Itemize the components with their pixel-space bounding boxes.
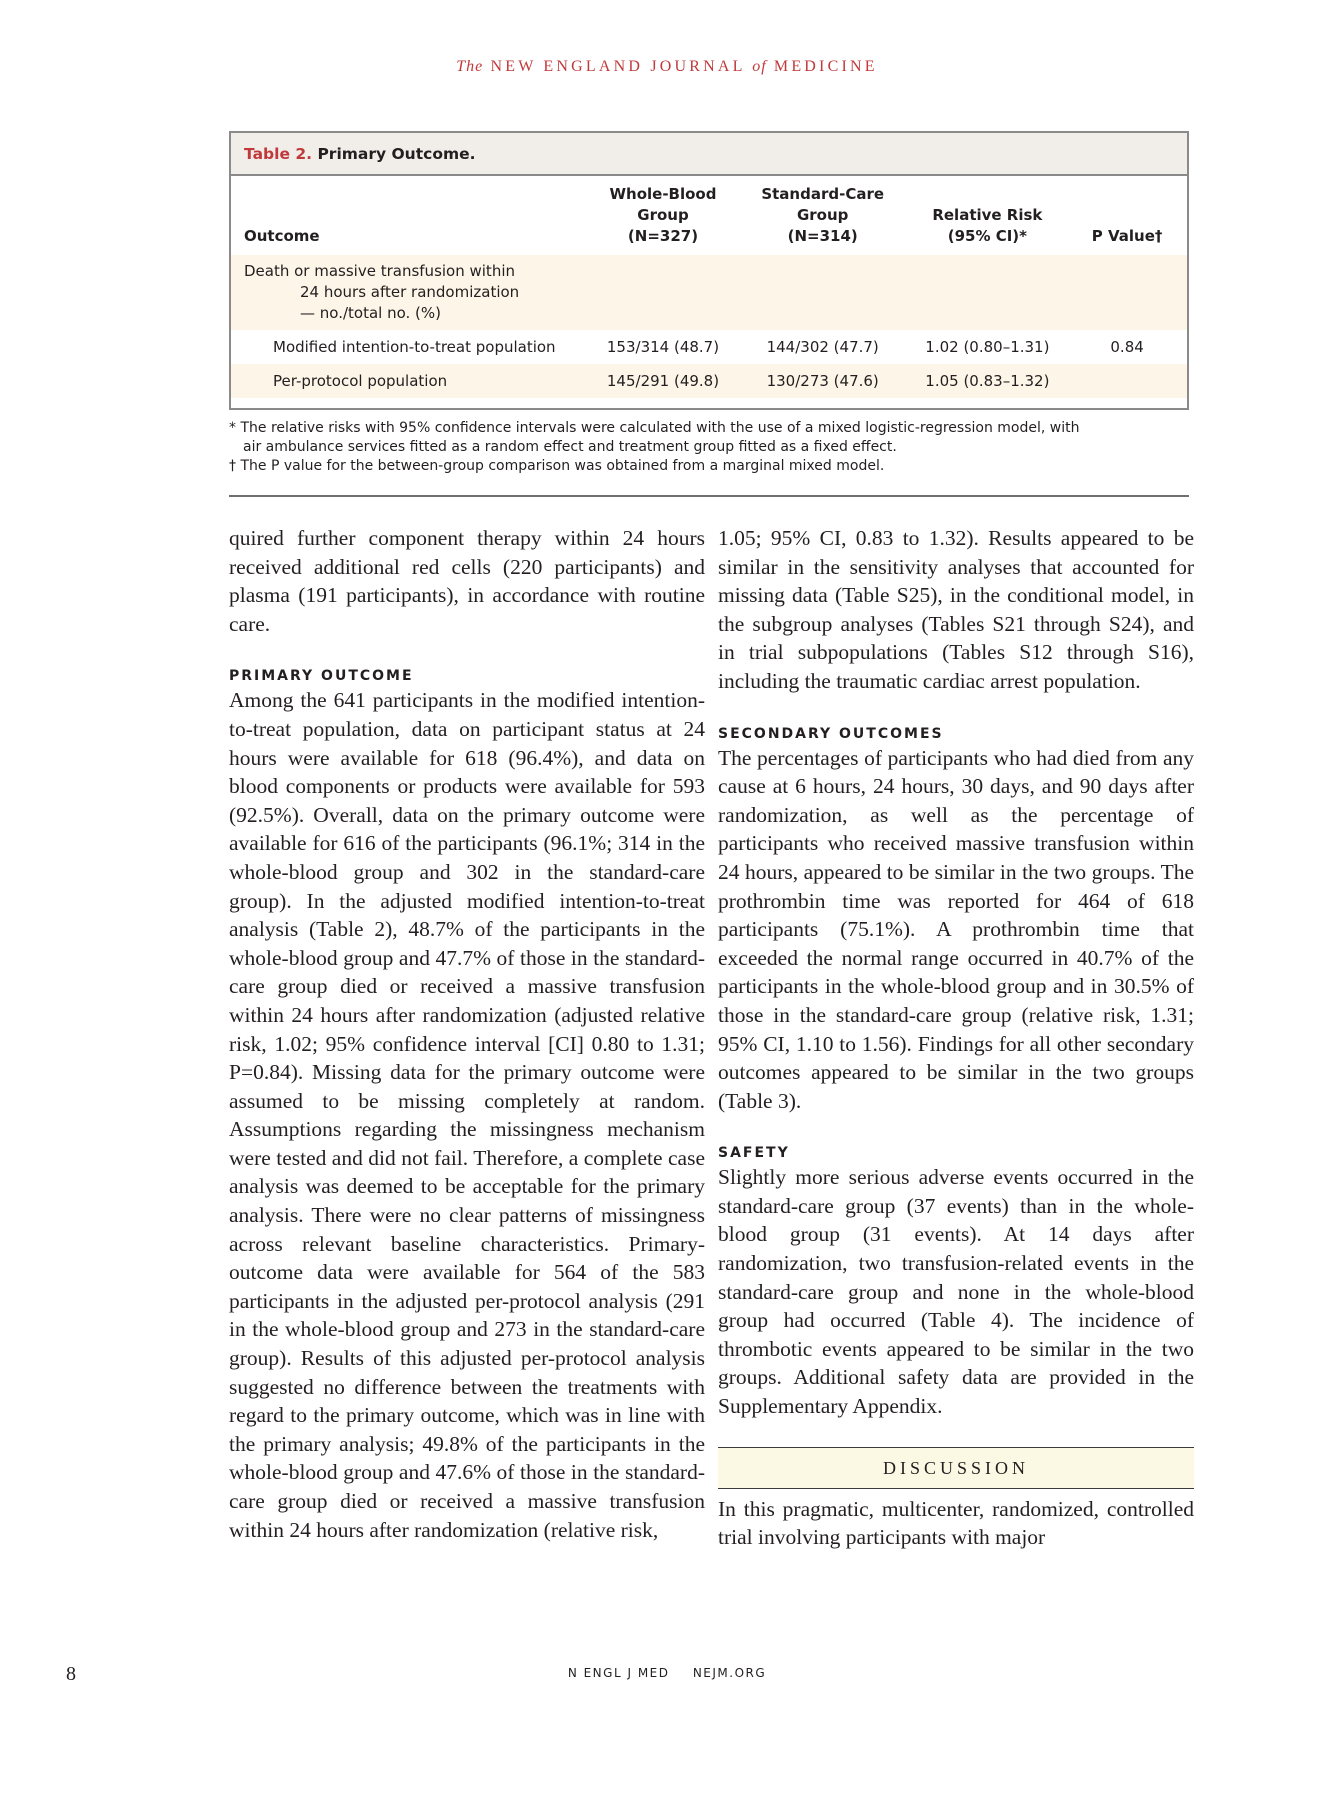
page-number: 8 [66, 1663, 76, 1685]
table-row [231, 330, 1187, 364]
cell-p-value: 0.84 [1110, 337, 1144, 356]
cell-relative-risk: 1.02 (0.80–1.31) [925, 337, 1050, 356]
header-relative-risk: Relative Risk (95% CI)* [932, 206, 1043, 245]
footnote-star-cont: air ambulance services fitted as a random effect and treatment group fitted as a fixed effect. [243, 439, 897, 455]
footer-citation [0, 1666, 1334, 1680]
cell-whole-blood: 145/291 (49.8) [606, 371, 720, 390]
body-paragraph: In this pragmatic, multicenter, randomized, controlled trial involving participants with major [718, 1496, 1194, 1550]
cell-p-value [1067, 364, 1187, 398]
table-2 [229, 131, 1189, 410]
cell-standard-care: 130/273 (47.6) [766, 371, 879, 390]
cell-relative-risk: 1.05 (0.83–1.32) [925, 371, 1050, 390]
header-standard-care: Standard-Care Group (N=314) [761, 185, 885, 245]
body-paragraph: 1.05; 95% CI, 0.83 to 1.32). Results appeared to be similar in the sensitivity analyses that accounted for missing data (Table S25), in the conditional model, in the subgroup analyses (Tables S21 through S24), and in trial subpopulations (Tables S12 through S16), including the traumatic cardiac arrest population. [718, 526, 1194, 693]
journal-abbrev: N ENGL J MED [567, 1666, 670, 1680]
left-column [229, 524, 705, 1544]
footnote-divider [229, 495, 1189, 497]
section-heading-secondary-outcomes: SECONDARY OUTCOMES [718, 725, 944, 742]
section-heading-safety: SAFETY [718, 1145, 790, 1162]
table-title: Primary Outcome. [317, 145, 476, 163]
body-paragraph: quired further component therapy within 24 hours received additional red cells (220 participants) and plasma (191 participants), in accordance with routine care. [229, 526, 705, 636]
header-p-value: P Value† [1091, 227, 1163, 245]
row-label: Modified intention-to-treat population [273, 337, 556, 356]
running-head-name-2: MEDICINE [773, 58, 878, 75]
table-title-bar [231, 133, 1187, 176]
body-paragraph: Among the 641 participants in the modified intention-to-treat population, data on participant status at 24 hours were available for 618 (96.4%), and data on blood components or products were available for 593 (92.5%). Overall, data on the primary outcome were available for 616 of the participants (96.1%; 314 in the whole-blood group and 302 in the standard-care group). In the adjusted modified intention-to-treat analysis (Table 2), 48.7% of the participants in the whole-blood group and 47.7% of those in the standard-care group died or received a massive transfusion within 24 hours after randomization (adjusted relative risk, 1.02; 95% confidence interval [CI] 0.80 to 1.31; P=0.84). Missing data for the primary outcome were assumed to be missing completely at random. Assumptions regarding the missingness mechanism were tested and did not fail. Therefore, a complete case analysis was deemed to be acceptable for the primary analysis. There were no clear patterns of missingness across relevant baseline characteristics. Primary-outcome data were available for 564 of the 583 participants in the adjusted per-protocol analysis (291 in the whole-blood group and 273 in the standard-care group). Results of this adjusted per-protocol analysis suggested no difference between the treatments with regard to the primary outcome, which was in line with the primary analysis; 49.8% of the participants in the whole-blood group and 47.6% of those in the standard-care group died or received a massive transfusion within 24 hours after randomization (relative risk, [229, 688, 705, 1542]
group-label: Death or massive transfusion within 24 hours after randomization — no./total no. (%) [244, 262, 520, 322]
section-heading-primary-outcome: PRIMARY OUTCOME [229, 668, 414, 685]
section-heading-discussion: DISCUSSION [718, 1447, 1194, 1489]
table-row [231, 364, 1187, 398]
body-paragraph: Slightly more serious adverse events occurred in the standard-care group (37 events) than in the whole-blood group (31 events). At 14 days after randomization, two transfusion-related events in the standard-care group and none in the whole-blood group had occurred (Table 4). The incidence of thrombotic events appeared to be similar in the two groups. Additional safety data are provided in the Supplementary Appendix. [718, 1165, 1194, 1419]
cell-standard-care: 144/302 (47.7) [766, 337, 879, 356]
footnote-dagger: † The P value for the between-group comparison was obtained from a marginal mixed model. [229, 458, 885, 474]
table-number: Table 2. [244, 145, 313, 163]
journal-website: NEJM.ORG [692, 1666, 767, 1680]
footnote-star: * The relative risks with 95% confidence intervals were calculated with the use of a mixed logistic-regression model, with [229, 420, 1080, 436]
table-grid [231, 176, 1187, 398]
header-outcome: Outcome [244, 227, 320, 245]
running-head-name-1: NEW ENGLAND JOURNAL [490, 58, 746, 75]
row-label: Per-protocol population [273, 371, 448, 390]
body-paragraph: The percentages of participants who had died from any cause at 6 hours, 24 hours, 30 days, and 90 days after randomization, as well as the percentage of participants who received massive transfusion within 24 hours, appeared to be similar in the two groups. The prothrombin time was reported for 464 of 618 participants (75.1%). A prothrombin time that exceeded the normal range occurred in 40.7% of the participants in the whole-blood group and in 30.5% of those in the standard-care group (relative risk, 1.31; 95% CI, 1.10 to 1.56). Findings for all other secondary outcomes appeared to be similar in the two groups (Table 3). [718, 745, 1194, 1113]
running-head [0, 58, 1334, 76]
header-whole-blood: Whole-Blood Group (N=327) [609, 185, 717, 245]
cell-whole-blood: 153/314 (48.7) [606, 337, 720, 356]
running-head-of: of [752, 58, 767, 75]
table-header-row [231, 176, 1187, 255]
table-group-row [231, 255, 1187, 330]
table-footnotes [229, 419, 1189, 476]
running-head-the: The [456, 58, 484, 75]
right-column [718, 524, 1194, 1552]
